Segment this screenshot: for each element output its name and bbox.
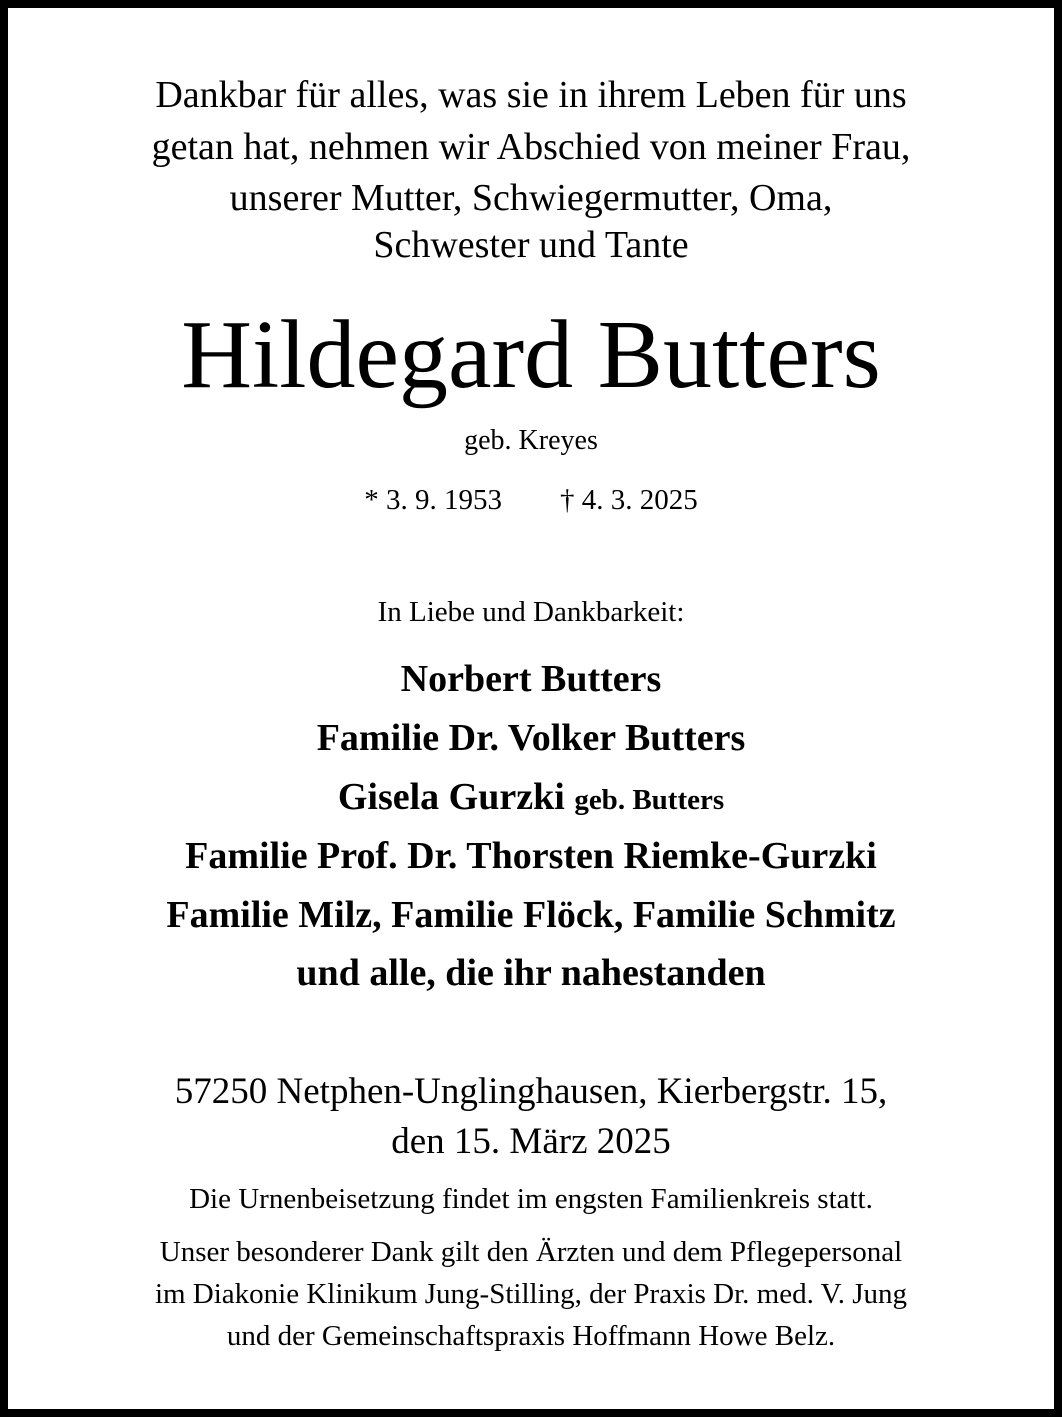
mourner-line-4: Familie Prof. Dr. Thorsten Riemke-Gurzki [185, 835, 877, 877]
address-line-1: 57250 Netphen-Unglinghausen, Kierbergstr. 15, [174, 1071, 888, 1112]
life-dates [8, 486, 1054, 515]
address-line-2: den 15. März 2025 [391, 1121, 671, 1162]
intro-line-2: getan hat, nehmen wir Abschied von meiner Frau, [151, 126, 911, 168]
deceased-name: Hildegard Butters [181, 301, 881, 409]
burial-note: Die Urnenbeisetzung findet im engsten Familienkreis statt. [189, 1183, 873, 1215]
intro-line-3: unserer Mutter, Schwiegermutter, Oma, [229, 177, 833, 219]
death-date: † 4. 3. 2025 [560, 484, 698, 516]
intro-line-1: Dankbar für alles, was sie in ihrem Leben für uns [155, 74, 907, 116]
mourner-line-3 [8, 778, 1054, 816]
mourner-maiden-name: geb. Butters [574, 784, 725, 816]
mourner-name: Gisela Gurzki [337, 776, 565, 818]
mourner-line-2: Familie Dr. Volker Butters [316, 717, 746, 759]
birth-date: * 3. 9. 1953 [364, 484, 502, 516]
mourner-line-5: Familie Milz, Familie Flöck, Familie Schmitz [166, 894, 896, 936]
mourner-line-6: und alle, die ihr nahestanden [296, 952, 766, 994]
mourner-line-1: Norbert Butters [400, 658, 662, 700]
thanks-line-1: Unser besonderer Dank gilt den Ärzten und dem Pflegepersonal [159, 1236, 903, 1268]
intro-line-4: Schwester und Tante [373, 224, 689, 266]
mourners-heading: In Liebe und Dankbarkeit: [377, 596, 685, 628]
maiden-name: geb. Kreyes [464, 425, 598, 456]
thanks-line-2: im Diakonie Klinikum Jung-Stilling, der Praxis Dr. med. V. Jung [154, 1278, 908, 1310]
thanks-line-3: und der Gemeinschaftspraxis Hoffmann Howe Belz. [226, 1320, 836, 1352]
